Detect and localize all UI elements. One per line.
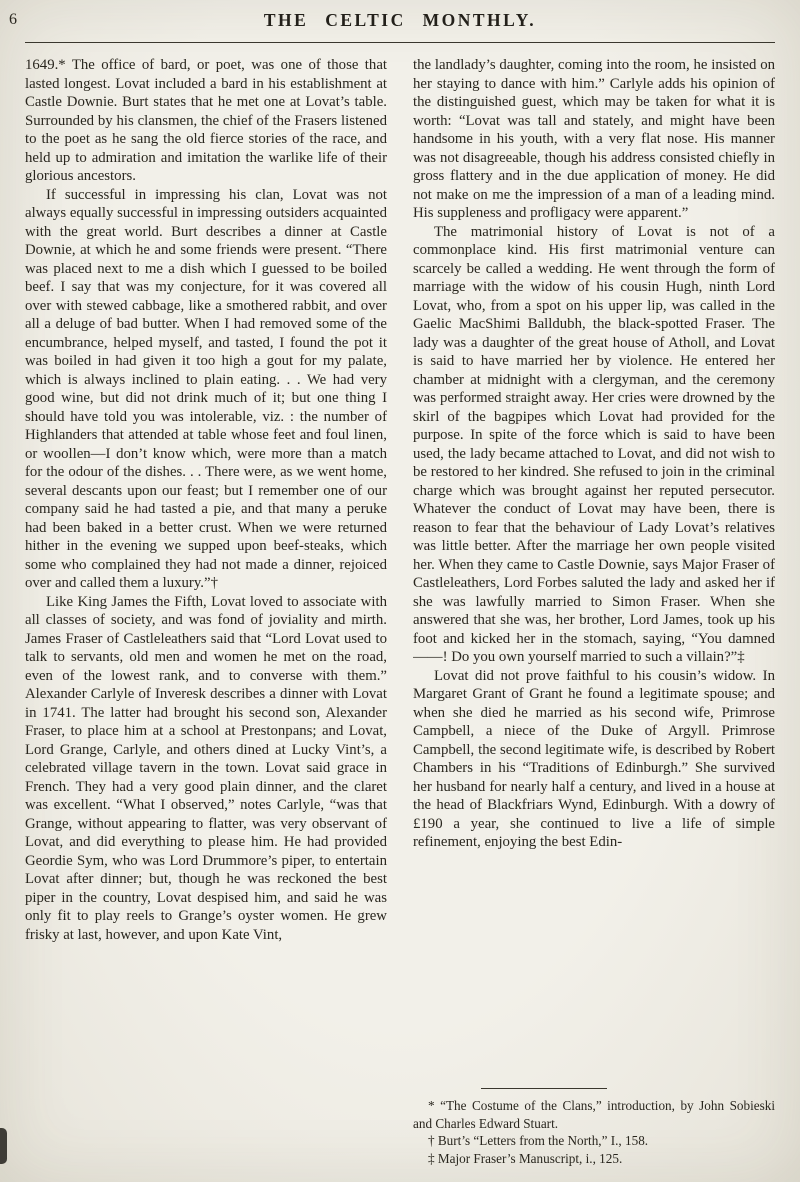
- footnote: † Burt’s “Letters from the North,” I., 158.: [428, 1133, 649, 1149]
- footnote-rule: [481, 1088, 607, 1089]
- page-number: 6: [9, 11, 17, 28]
- left-column: [25, 56, 387, 1168]
- paragraph: The matrimonial history of Lovat is not of a commonplace kind. His first matrimonial venture can scarcely be called a wedding. He went through the form of marriage with the widow of his cousin Hugh, ninth Lord Lovat, who, from a spot on his upper lip, was called in the Gaelic MacShimi Balldubh, the black-spotted Fraser. The lady was a daughter of the great house of Atholl, and Lovat is said to have married her by violence. He entered her chamber at midnight with a clergyman, and the ceremony was performed straight away. Her cries were drowned by the skirl of the bagpipes which Lovat had provided for the purpose. In spite of the force which is said to have been used, the lady became attached to Lovat, and did not wish to be restored to her kindred. She refused to join in the criminal charge which was brought against her reputed persecutor. Whatever the conduct of Lovat may have been, there is reason to fear that the behaviour of Lady Lovat’s relatives was little better. After the marriage her own people visited her. When they came to Castle Downie, says Major Fraser of Castleleathers, Lord Forbes saluted the lady and asked her if she was lawfully married to Simon Fraser. When she answered that she was, her brother, Lord James, took up his foot and kicked her in the stomach, saying, “You damned ——! Do you own yourself married to such a villain?”‡: [413, 223, 775, 665]
- paragraph: the landlady’s daughter, coming into the room, he insisted on her staying to dance with him.” Carlyle adds his opinion of the distinguished guest, which may be taken for what it is worth: “Lovat was tall and stately, and might have been handsome in his youth, with a very flat nose. His manner was not disagreeable, though his address consisted chiefly in gross flattery and in the due application of money. He did not make on me the impression of a man of a leading mind. His suppleness and profligacy were apparent.”: [413, 57, 775, 221]
- header-rule: [25, 42, 775, 43]
- masthead: [9, 10, 775, 36]
- page-title: THE CELTIC MONTHLY.: [263, 10, 537, 30]
- right-column: [413, 56, 775, 1168]
- footnotes: [413, 1080, 775, 1168]
- footnote: ‡ Major Fraser’s Manuscript, i., 125.: [428, 1151, 623, 1167]
- paragraph: Lovat did not prove faithful to his cousin’s widow. In Margaret Grant of Grant he found a legitimate spouse; and when she died he married as his second wife, Primrose Campbell, a niece of the Duke of Argyll. Primrose Campbell, the second legitimate wife, is described by Robert Chambers in his “Traditions of Edinburgh.” She survived her husband for nearly half a century, and lived in a house at the head of Blackfriars Wynd, Edinburgh. With a dowry of £190 a year, she continued to live a life of simple refinement, enjoying the best Edin-: [413, 667, 775, 850]
- article-columns: [25, 56, 775, 1168]
- paragraph: 1649.* The office of bard, or poet, was one of those that lasted longest. Lovat included a bard in his establishment at Castle Downie. Burt states that he met one at Lovat’s table. Surrounded by his clansmen, the chief of the Frasers listened to the poet as he sang the old fierce stories of the race, and held up to admiration and imitation the warlike life of their glorious ancestors.: [25, 57, 387, 184]
- scan-edge-artifact: [0, 1128, 7, 1164]
- footnote: * “The Costume of the Clans,” introduction, by John Sobieski and Charles Edward Stuart.: [413, 1097, 775, 1131]
- paragraph: If successful in impressing his clan, Lovat was not always equally successful in impressing outsiders acquainted with the great world. Burt describes a dinner at Castle Downie, at which he and some friends were present. “There was placed next to me a dish which I guessed to be boiled beef. I say that was my conjecture, for it was covered all over with stewed cabbage, like a smothered rabbit, and over all a deluge of bad butter. When I had removed some of the encumbrance, helped myself, and tasted, I found the pot it was boiled in had given it too high a gout for my palate, which is always inclined to plain eating. . . We had very good wine, but did not drink much of it; but one thing I should have told you was intolerable, viz. : the number of Highlanders that attended at table whose feet and foul linen, or woollen—I don’t know which, were more than a match for the odour of the dishes. . . There were, as we went home, several descants upon our feast; but I remember one of our company said he had tasted a pie, and that many a peruke had been baked in a better crust. When we were returned hither in the evening we supped upon beef-steaks, which some who complained they had not made a dinner, rejoiced over and called them a luxury.”†: [25, 186, 387, 591]
- paragraph: Like King James the Fifth, Lovat loved to associate with all classes of society, and was fond of joviality and mirth. James Fraser of Castleleathers said that “Lord Lovat used to talk to servants, old men and women he met on the road, even of the lowest rank, and to converse with them.” Alexander Carlyle of Inveresk describes a dinner with Lovat in 1741. The latter had brought his second son, Alexander Fraser, to place him at a school at Prestonpans; and Lovat, Lord Grange, Carlyle, and others dined at Lucky Vint’s, a celebrated village tavern in the town. Lovat said grace in French. They had a very good plain dinner, and the claret was excellent. “What I observed,” notes Carlyle, “was that Grange, without appearing to flatter, was very observant of Lovat, and did everything to please him. He had provided Geordie Sym, who was Lord Drummore’s piper, to entertain Lovat after dinner; but, though he was reckoned the best piper in the country, Lovat despised him, and said he was only fit to play reels to Grange’s oyster women. He grew frisky at last, however, and upon Kate Vint,: [25, 593, 387, 943]
